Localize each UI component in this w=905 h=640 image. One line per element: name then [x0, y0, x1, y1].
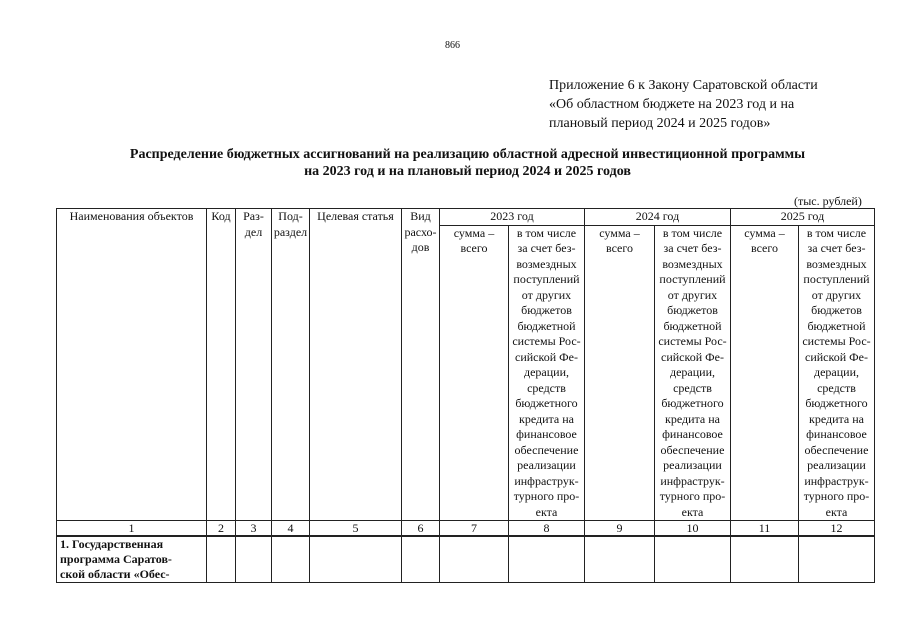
page-number: 866 [445, 40, 460, 51]
header-code: Код [207, 209, 236, 521]
header-expense-type: Вид расхо- дов [402, 209, 440, 521]
document-title [60, 146, 875, 180]
header-year-2025: 2025 год [731, 209, 875, 226]
title-line: Распределение бюджетных ассигнований на реализацию областной адресной инвестиционной программы [129, 147, 806, 162]
data-cell [585, 536, 655, 583]
column-number-row [57, 521, 875, 537]
header-including: в том числе за счет без- возмездных поступлений от других бюджетов бюджетной системы Рос- сийской Фе- дерации, средств бюджетного кредита на финансовое обеспечение реализации инфраструк- турного про- екта [799, 225, 875, 521]
column-number: 12 [799, 521, 875, 537]
column-number: 1 [57, 521, 207, 537]
header-target: Целевая статья [310, 209, 402, 521]
data-cell [402, 536, 440, 583]
column-number: 11 [731, 521, 799, 537]
header-year-2023: 2023 год [440, 209, 585, 226]
data-cell [310, 536, 402, 583]
units-label: (тыс. рублей) [794, 194, 862, 208]
column-number: 5 [310, 521, 402, 537]
title-line: на 2023 год и на плановый период 2024 и 2025 годов [304, 164, 631, 179]
header-section: Раз- дел [236, 209, 272, 521]
data-cell [731, 536, 799, 583]
program-name-cell: 1. Государственная программа Саратов- ской области «Обес- [57, 536, 207, 583]
header-row [57, 209, 875, 226]
column-number: 6 [402, 521, 440, 537]
appendix-line: Приложение 6 к Закону Саратовской области [549, 78, 818, 93]
header-sum-total: сумма – всего [731, 225, 799, 521]
data-cell [440, 536, 509, 583]
data-cell [655, 536, 731, 583]
data-cell [236, 536, 272, 583]
header-year-2024: 2024 год [585, 209, 731, 226]
header-sum-total: сумма – всего [440, 225, 509, 521]
header-name: Наименования объектов [57, 209, 207, 521]
appendix-note [549, 76, 844, 133]
column-number: 7 [440, 521, 509, 537]
column-number: 8 [509, 521, 585, 537]
data-cell [799, 536, 875, 583]
data-cell [207, 536, 236, 583]
table-row [57, 536, 875, 583]
appendix-line: «Об областном бюджете на 2023 год и на [549, 97, 795, 112]
column-number: 10 [655, 521, 731, 537]
appendix-line: плановый период 2024 и 2025 годов» [549, 116, 771, 131]
header-including: в том числе за счет без- возмездных поступлений от других бюджетов бюджетной системы Рос- сийской Фе- дерации, средств бюджетного кредита на финансовое обеспечение реализации инфраструк- турного про- екта [509, 225, 585, 521]
investment-program-table [56, 208, 875, 583]
header-sum-total: сумма – всего [585, 225, 655, 521]
column-number: 2 [207, 521, 236, 537]
column-number: 3 [236, 521, 272, 537]
column-number: 4 [272, 521, 310, 537]
column-number: 9 [585, 521, 655, 537]
data-cell [509, 536, 585, 583]
header-including: в том числе за счет без- возмездных поступлений от других бюджетов бюджетной системы Рос- сийской Фе- дерации, средств бюджетного кредита на финансовое обеспечение реализации инфраструк- турного про- екта [655, 225, 731, 521]
header-subsection: Под- раздел [272, 209, 310, 521]
data-cell [272, 536, 310, 583]
